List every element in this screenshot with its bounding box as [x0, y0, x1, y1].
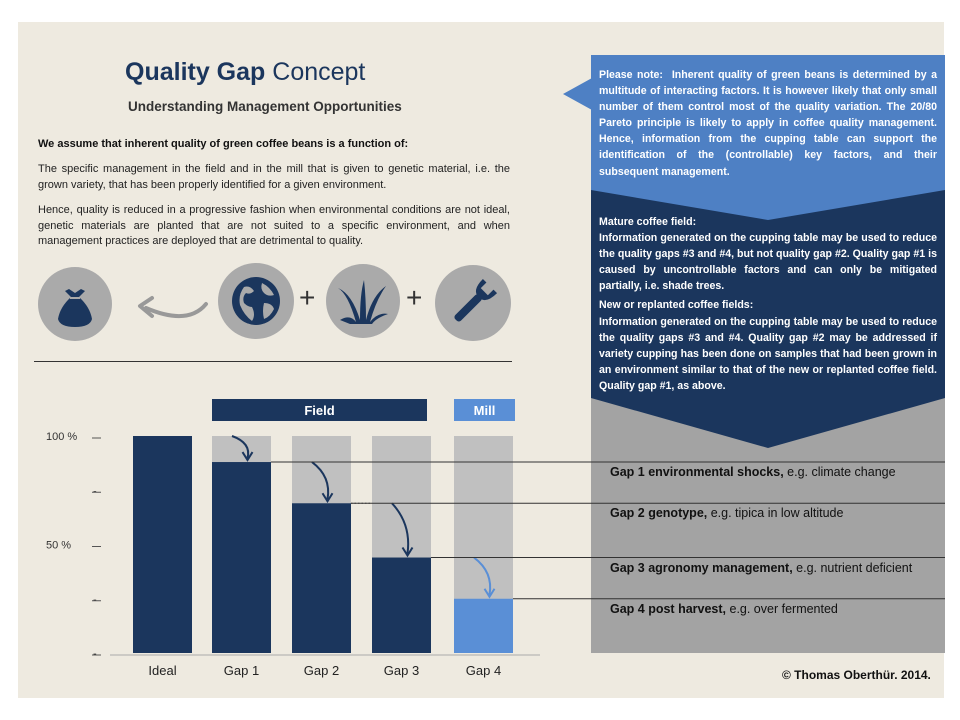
bar-gap-2 [292, 503, 351, 653]
intro-paragraph-2: Hence, quality is reduced in a progressive fashion when environmental conditions are not ideal, genetic materials are planted that are not suited to a specific environment, and when management practices are deployed that are detrimental to quality. [38, 204, 510, 247]
mature-field-text: Information generated on the cupping table may be used to reduce the quality gaps #3 and #4, but not quality gap #2. Quality gap #1 is caused by uncontrollable factors and can only be mitigated partially, i.e. shade trees. [599, 232, 937, 293]
x-tick-label: Gap 3 [383, 663, 420, 678]
plus-icon: + [299, 282, 316, 313]
title-rest: Concept [272, 58, 366, 86]
y-tick-label: - [93, 593, 97, 606]
page-subtitle: Understanding Management Opportunities [128, 99, 402, 114]
intro-paragraph-1: The specific management in the field and in the mill that is given to genetic material, i.e. the grown variety, that has been properly identified for a given environment. [38, 163, 510, 191]
gap-label-3: Gap 3 agronomy management, e.g. nutrient deficient [610, 561, 913, 575]
x-tick-label: Gap 4 [465, 663, 502, 678]
bar-gap-3 [372, 558, 431, 653]
new-field-heading: New or replanted coffee fields: [599, 299, 754, 312]
y-tick-label: - [93, 648, 97, 660]
x-tick-label: Gap 2 [303, 663, 340, 678]
note-text: Inherent quality of green beans is determined by a multitude of interacting factors. It is however likely that only small number of them control most of the quality variation. The 20/80 Pareto principle is likely to apply in coffee quality management. Hence, information from the cupping table can support the identification of the (controllable) key factors, and their subsequent management. [599, 69, 937, 178]
bar-ideal [133, 436, 192, 653]
plus-icon: + [406, 282, 423, 313]
mature-field-heading: Mature coffee field: [599, 216, 697, 228]
y-tick-label: - [93, 485, 97, 498]
gap-label-4: Gap 4 post harvest, e.g. over fermented [610, 602, 838, 616]
assumption-heading: We assume that inherent quality of green coffee beans is a function of: [38, 138, 409, 150]
copyright: © Thomas Oberthür. 2014. [782, 668, 931, 682]
x-tick-label: Ideal [148, 663, 177, 678]
group-header-label: Mill [473, 403, 496, 418]
gap-label-1: Gap 1 environmental shocks, e.g. climate change [610, 465, 896, 479]
new-field-text: Information generated on the cupping table may be used to reduce the quality gaps #3 and #4. Quality gap #2 may be addressed if variety cupping has been done on samples that had been grown in an environment similar to that of the new or replanted coffee field. Quality gap #1, as above. [599, 315, 937, 392]
y-tick-label: 100 % [46, 431, 78, 443]
x-tick-label: Gap 1 [223, 663, 260, 678]
gap-label-2: Gap 2 genotype, e.g. tipica in low altitude [610, 506, 844, 520]
bar-gap-1 [212, 462, 271, 653]
title-bold: Quality Gap [125, 58, 266, 86]
note-label: Please note: [599, 69, 663, 81]
y-tick-label: 50 % [46, 539, 72, 552]
group-header-label: Field [304, 403, 335, 418]
bar-gap-4 [454, 599, 513, 653]
